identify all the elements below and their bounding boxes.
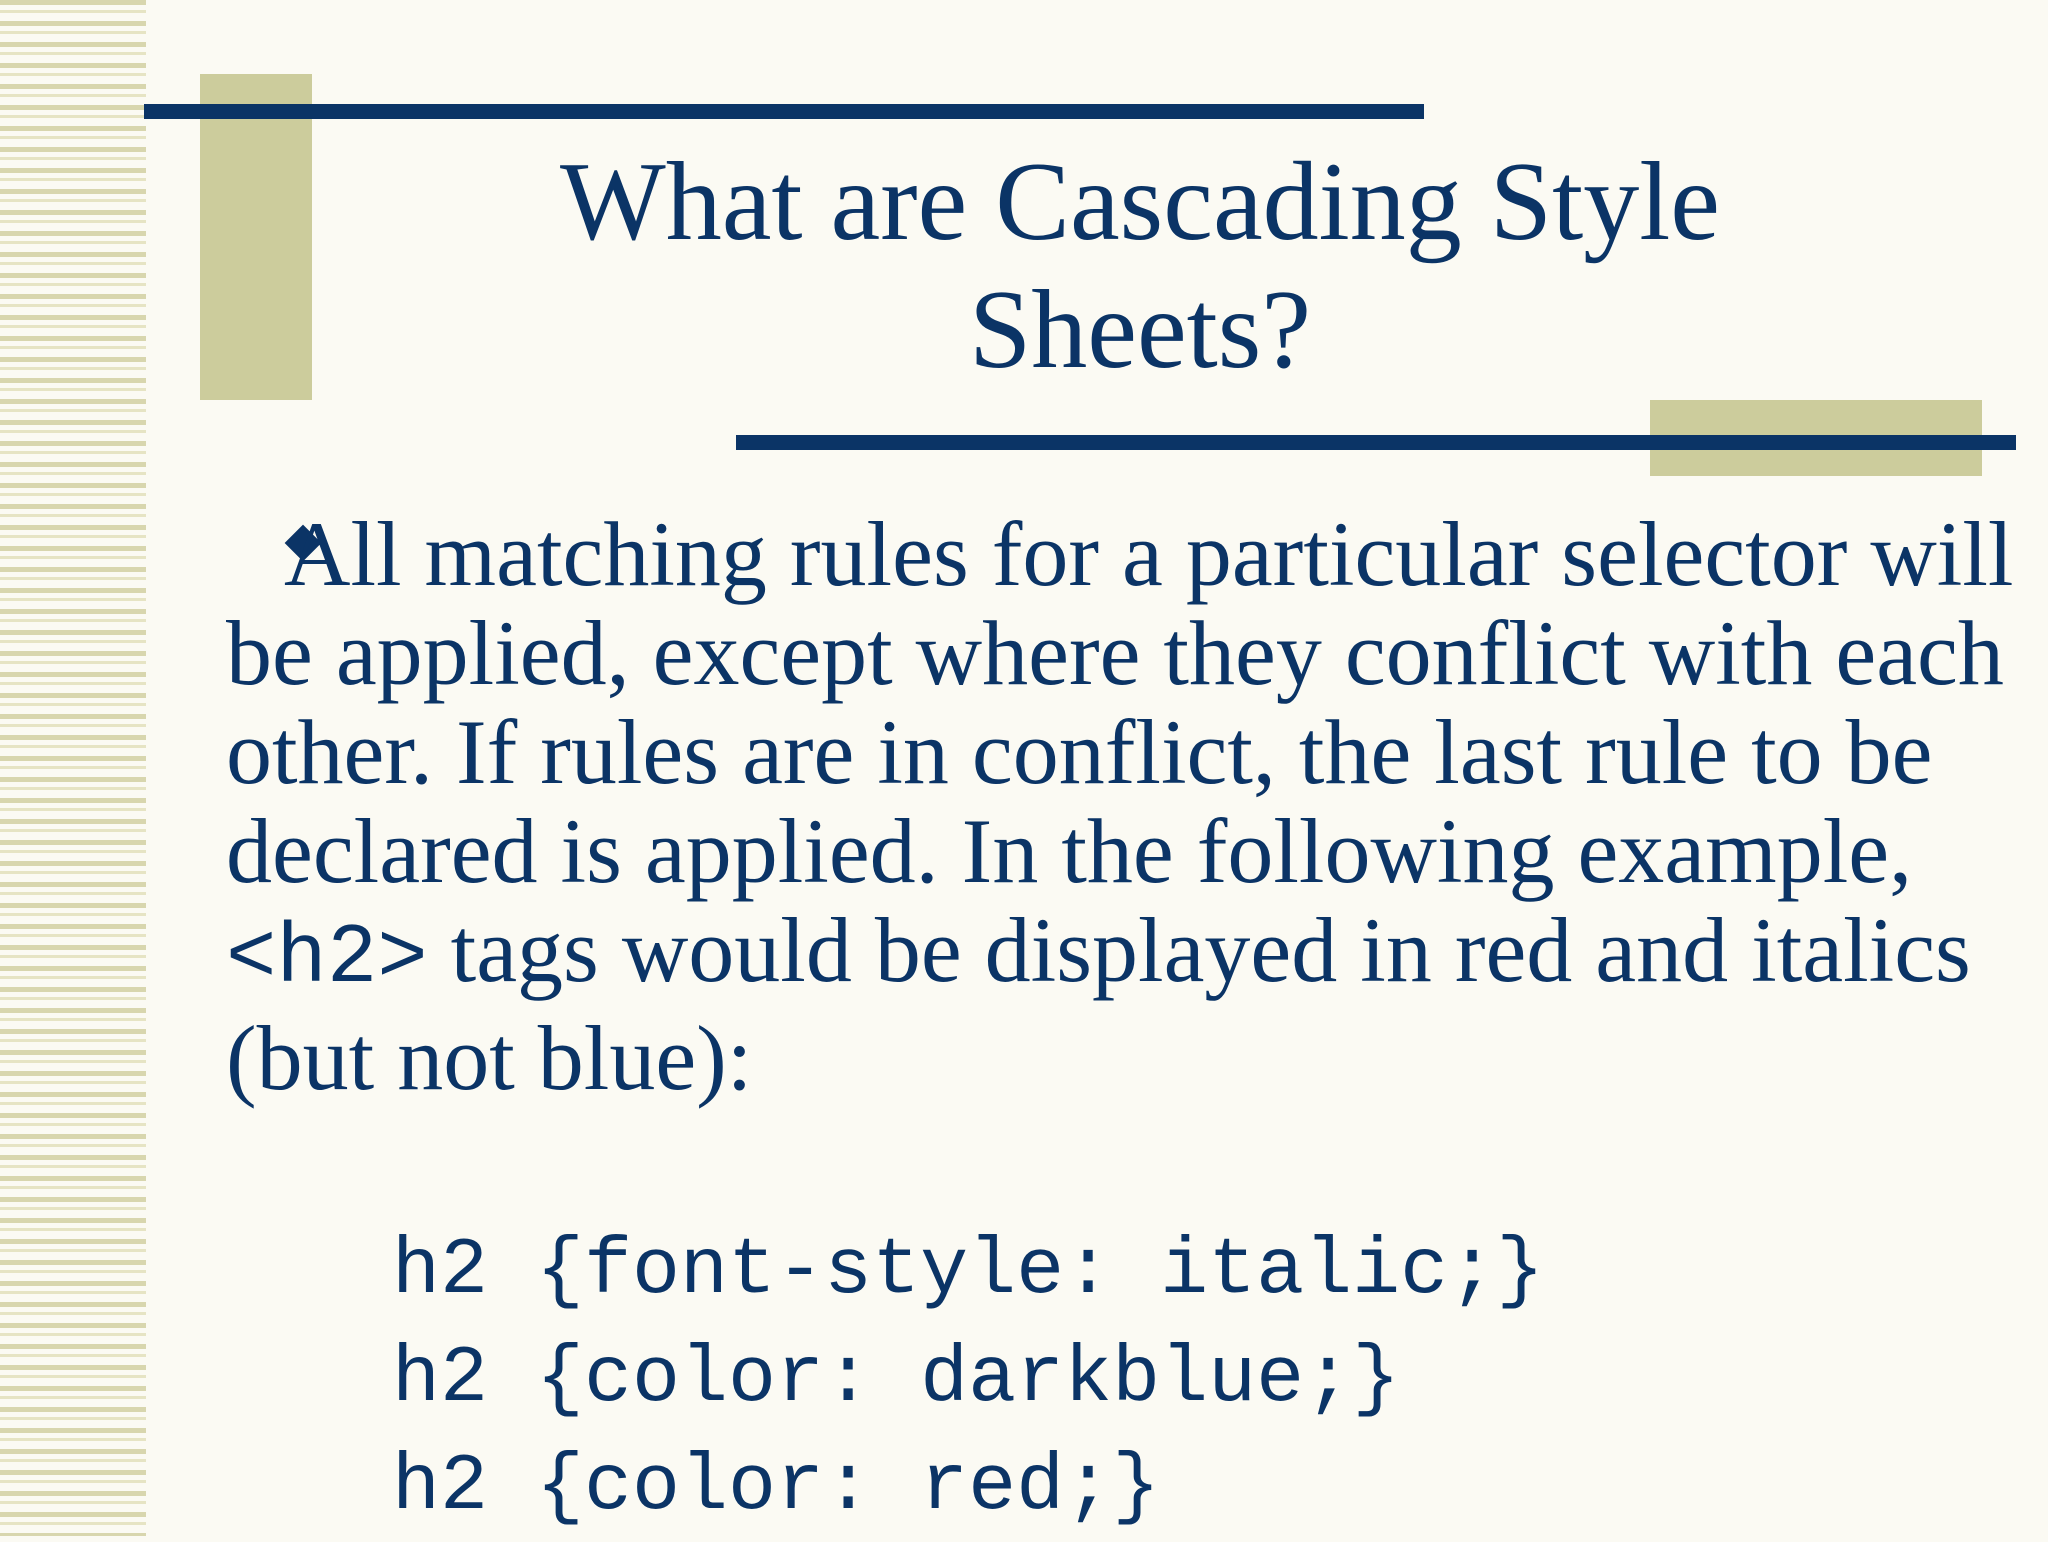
code-line: h2 {font-style: italic;} (392, 1226, 1545, 1317)
decorative-khaki-block-top (200, 74, 312, 400)
bullet-text-part1: All matching rules for a particular selector will be applied, except where they conflict with each other. If rules are in conflict, the last rule to be declared is applied. In the following example, (226, 503, 2014, 902)
slide-title: What are Cascading Style Sheets? (559, 140, 1721, 392)
title-rule-top (144, 104, 1424, 119)
bullet-paragraph (226, 505, 2016, 1108)
code-line: h2 {color: darkblue;} (392, 1334, 1401, 1425)
inline-code: <h2> (226, 912, 428, 1007)
decorative-stripes (0, 0, 146, 1536)
title-rule-bottom (736, 435, 2016, 450)
code-example (392, 1218, 1544, 1542)
code-line: h2 {color: red;} (392, 1442, 1161, 1533)
bullet-text-part2: tags would be displayed in red and italics (but not blue): (226, 899, 1971, 1109)
